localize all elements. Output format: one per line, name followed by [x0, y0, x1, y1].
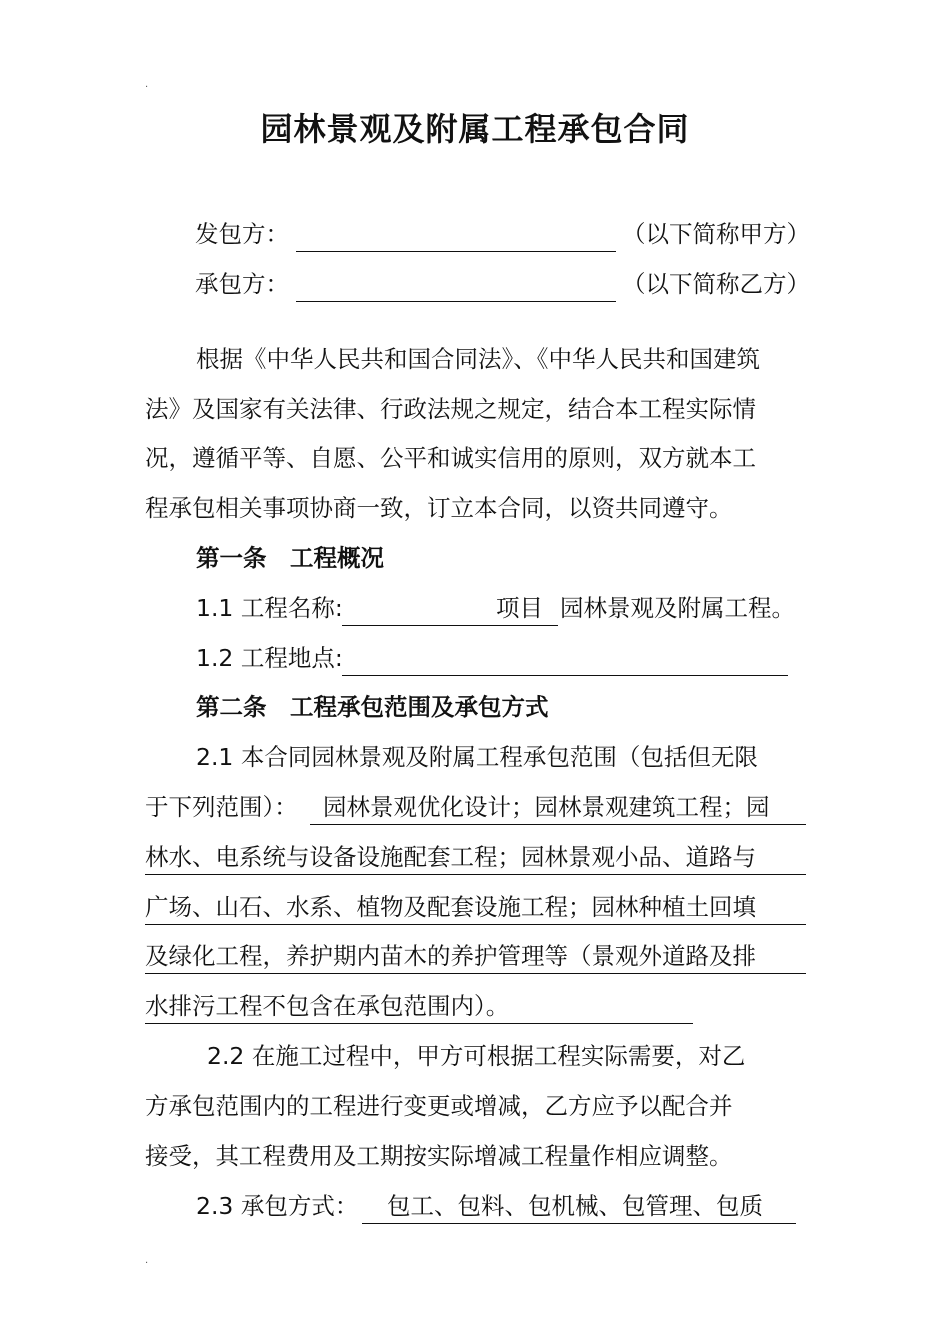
preamble-line: 程承包相关事项协商一致，订立本合同，以资共同遵守。: [145, 494, 733, 522]
clause-2-2-line: 接受，其工程费用及工期按实际增减工程量作相应调整。: [145, 1142, 733, 1170]
clause-2-1-line: 2.1 本合同园林景观及附属工程承包范围（包括但无限: [196, 743, 758, 771]
clause-2-1-underline: [145, 924, 806, 925]
project-name-fill: 项目: [496, 594, 543, 622]
clause-2-1-fill: 水排污工程不包含在承包范围内）。: [145, 992, 510, 1020]
issuer-suffix: （以下简称甲方）: [622, 220, 810, 248]
clause-2-1-underline: [145, 874, 806, 875]
page-mark-bottom: .: [145, 1255, 149, 1266]
document-title: 园林景观及附属工程承包合同: [260, 110, 690, 148]
project-name-label: 1.1 工程名称:: [196, 594, 343, 622]
issuer-blank: [296, 251, 616, 252]
contract-mode-fill: 包工、包料、包机械、包管理、包质: [387, 1192, 763, 1220]
preamble-line: 根据《中华人民共和国合同法》、《中华人民共和国建筑: [196, 345, 760, 373]
article2-heading: 第二条 工程承包范围及承包方式: [196, 693, 549, 721]
clause-2-1-underline: [310, 824, 806, 825]
preamble-line: 况，遵循平等、自愿、公平和诚实信用的原则，双方就本工: [145, 444, 756, 472]
project-site-label: 1.2 工程地点:: [196, 644, 343, 672]
clause-2-1-prefix: 于下列范围）：: [145, 793, 298, 821]
clause-2-2-line: 方承包范围内的工程进行变更或增减，乙方应予以配合并: [145, 1092, 733, 1120]
project-name-blank: [342, 625, 558, 626]
clause-2-1-fill: 广场、山石、水系、植物及配套设施工程；园林种植土回填: [145, 893, 756, 921]
clause-2-1-underline: [145, 973, 806, 974]
contractor-blank: [296, 301, 616, 302]
issuer-label: 发包方：: [195, 220, 289, 248]
page-mark-top: .: [145, 79, 149, 90]
clause-2-1-underline: [145, 1023, 693, 1024]
project-site-blank: [342, 675, 788, 676]
clause-2-2-line: 2.2 在施工过程中，甲方可根据工程实际需要，对乙: [207, 1042, 746, 1070]
project-name-suffix: 园林景观及附属工程。: [560, 594, 795, 622]
preamble-line: 法》及国家有关法律、行政法规之规定，结合本工程实际情: [145, 395, 756, 423]
contractor-suffix: （以下简称乙方）: [622, 270, 810, 298]
clause-2-1-fill: 林水、电系统与设备设施配套工程；园林景观小品、道路与: [145, 843, 756, 871]
contract-mode-underline: [362, 1223, 796, 1224]
clause-2-1-fill: 园林景观优化设计；园林景观建筑工程；园: [323, 793, 770, 821]
contract-mode-label: 2.3 承包方式：: [196, 1192, 359, 1220]
article1-heading: 第一条 工程概况: [196, 544, 384, 572]
contractor-label: 承包方：: [195, 270, 289, 298]
clause-2-1-fill: 及绿化工程，养护期内苗木的养护管理等（景观外道路及排: [145, 942, 756, 970]
